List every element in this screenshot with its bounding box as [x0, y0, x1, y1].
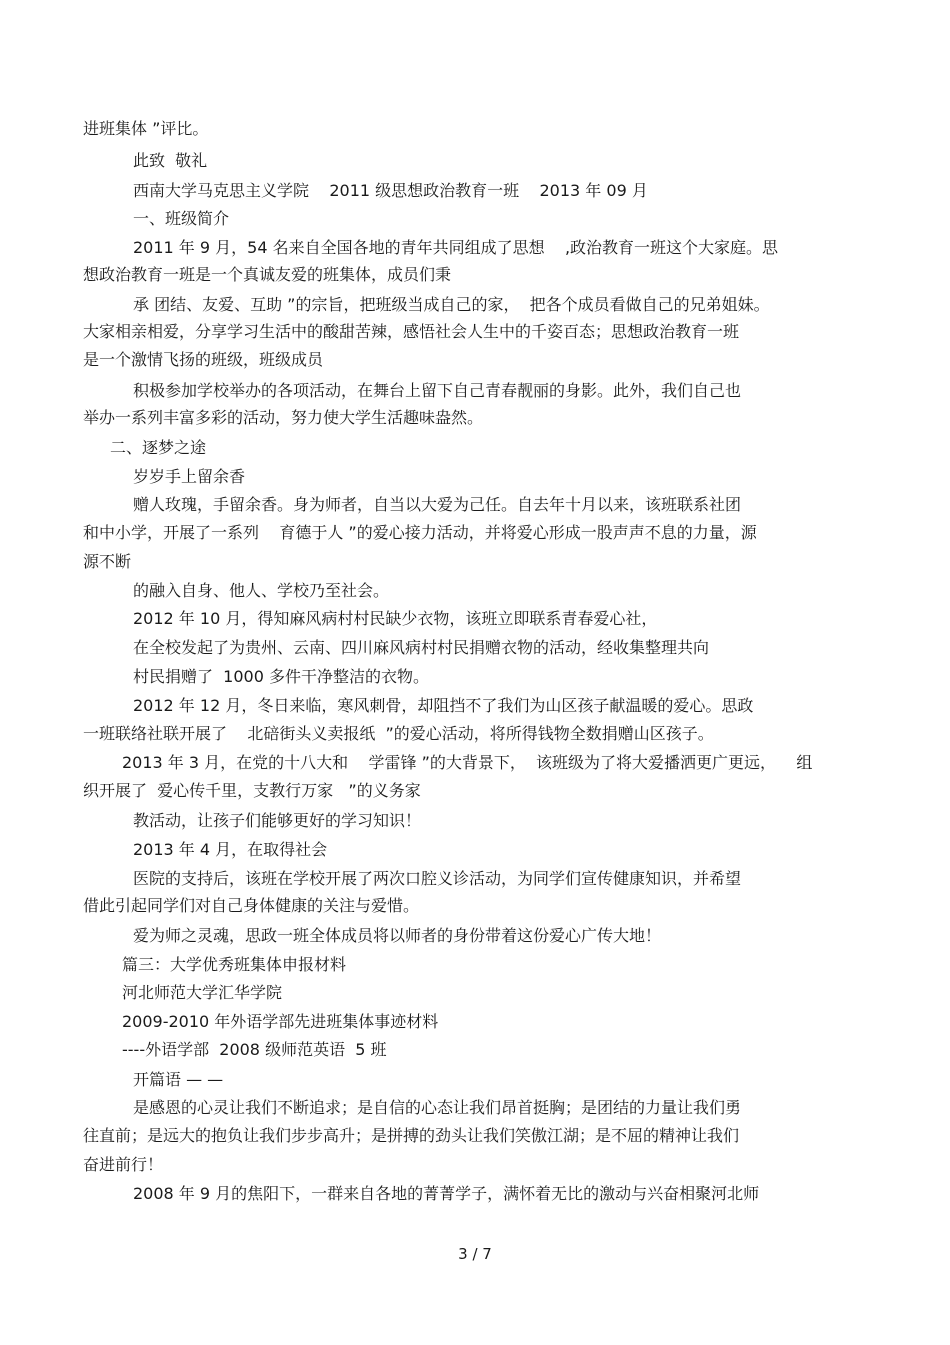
text-line: 想政治教育一班是一个真诚友爱的班集体，成员们秉 — [83, 265, 452, 284]
text-line: 2011 年 9 月，54 名来自全国各地的青年共同组成了思想 ,政治教育一班这个大家庭。思 — [133, 238, 779, 257]
section-heading: 二、逐梦之途 — [110, 438, 207, 457]
section-heading: 篇三：大学优秀班集体申报材料 — [122, 955, 347, 974]
text-line: 是感恩的心灵让我们不断追求；是自信的心态让我们昂首挺胸；是团结的力量让我们勇 — [133, 1098, 742, 1117]
text-line: 举办一系列丰富多彩的活动，努力使大学生活趣味盎然。 — [83, 408, 484, 427]
text-line: 织开展了 爱心传千里，支教行万家 ”的义务家 — [83, 781, 421, 800]
text-line: 西南大学马克思主义学院 2011 级思想政治教育一班 2013 年 09 月 — [133, 181, 648, 200]
text-line: ----外语学部 2008 级师范英语 5 班 — [122, 1040, 387, 1059]
text-line: 2012 年 10 月，得知麻风病村村民缺少衣物，该班立即联系青春爱心社， — [133, 609, 658, 628]
text-line: 承 团结、友爱、互助 ”的宗旨，把班级当成自己的家， 把各个成员看做自己的兄弟姐妹。 — [133, 295, 770, 314]
text-line: 2008 年 9 月的焦阳下，一群来自各地的菁菁学子，满怀着无比的激动与兴奋相聚河北师 — [133, 1184, 760, 1203]
text-line: 的融入自身、他人、学校乃至社会。 — [133, 581, 390, 600]
text-line: 大家相亲相爱，分享学习生活中的酸甜苦辣，感悟社会人生中的千姿百态；思想政治教育一班 — [83, 322, 740, 341]
text-line: 村民捐赠了 1000 多件干净整洁的衣物。 — [133, 667, 429, 686]
text-line: 是一个激情飞扬的班级，班级成员 — [83, 350, 324, 369]
section-heading: 一、班级简介 — [133, 209, 230, 228]
text-line: 奋进前行！ — [83, 1155, 164, 1174]
subsection-heading: 岁岁手上留余香 — [133, 467, 246, 486]
subsection-heading: 开篇语 — — — [133, 1070, 224, 1089]
text-line: 河北师范大学汇华学院 — [122, 983, 283, 1002]
text-line: 2013 年 3 月，在党的十八大和 学雷锋 ”的大背景下， 该班级为了将大爱播洒更广更远， 组 — [122, 753, 813, 772]
text-line: 在全校发起了为贵州、云南、四川麻风病村村民捐赠衣物的活动，经收集整理共向 — [133, 638, 710, 657]
text-line: 进班集体 ”评比。 — [83, 119, 209, 138]
text-line: 和中小学，开展了一系列 育德于人 ”的爱心接力活动，并将爱心形成一股声声不息的力量，源 — [83, 523, 757, 542]
text-line: 源不断 — [83, 552, 132, 571]
text-line: 2013 年 4 月，在取得社会 — [133, 840, 328, 859]
text-line: 此致 敬礼 — [133, 151, 208, 170]
text-line: 借此引起同学们对自己身体健康的关注与爱惜。 — [83, 896, 420, 915]
page-number: 3 / 7 — [458, 1245, 492, 1263]
text-line: 赠人玫瑰，手留余香。身为师者，自当以大爱为己任。自去年十月以来，该班联系社团 — [133, 495, 742, 514]
text-line: 2009-2010 年外语学部先进班集体事迹材料 — [122, 1012, 439, 1031]
text-line: 爱为师之灵魂，思政一班全体成员将以师者的身份带着这份爱心广传大地！ — [133, 926, 662, 945]
text-line: 2012 年 12 月，冬日来临，寒风刺骨，却阻挡不了我们为山区孩子献温暖的爱心。思政 — [133, 696, 754, 715]
text-line: 往直前；是远大的抱负让我们步步高升；是拼搏的劲头让我们笑傲江湖；是不屈的精神让我们 — [83, 1126, 740, 1145]
text-line: 医院的支持后，该班在学校开展了两次口腔义诊活动，为同学们宣传健康知识，并希望 — [133, 869, 742, 888]
text-line: 积极参加学校举办的各项活动，在舞台上留下自己青春靓丽的身影。此外，我们自己也 — [133, 381, 742, 400]
text-line: 一班联络社联开展了 北碚街头义卖报纸 ”的爱心活动，将所得钱物全数捐赠山区孩子。 — [83, 724, 714, 743]
text-line: 教活动，让孩子们能够更好的学习知识！ — [133, 811, 422, 830]
